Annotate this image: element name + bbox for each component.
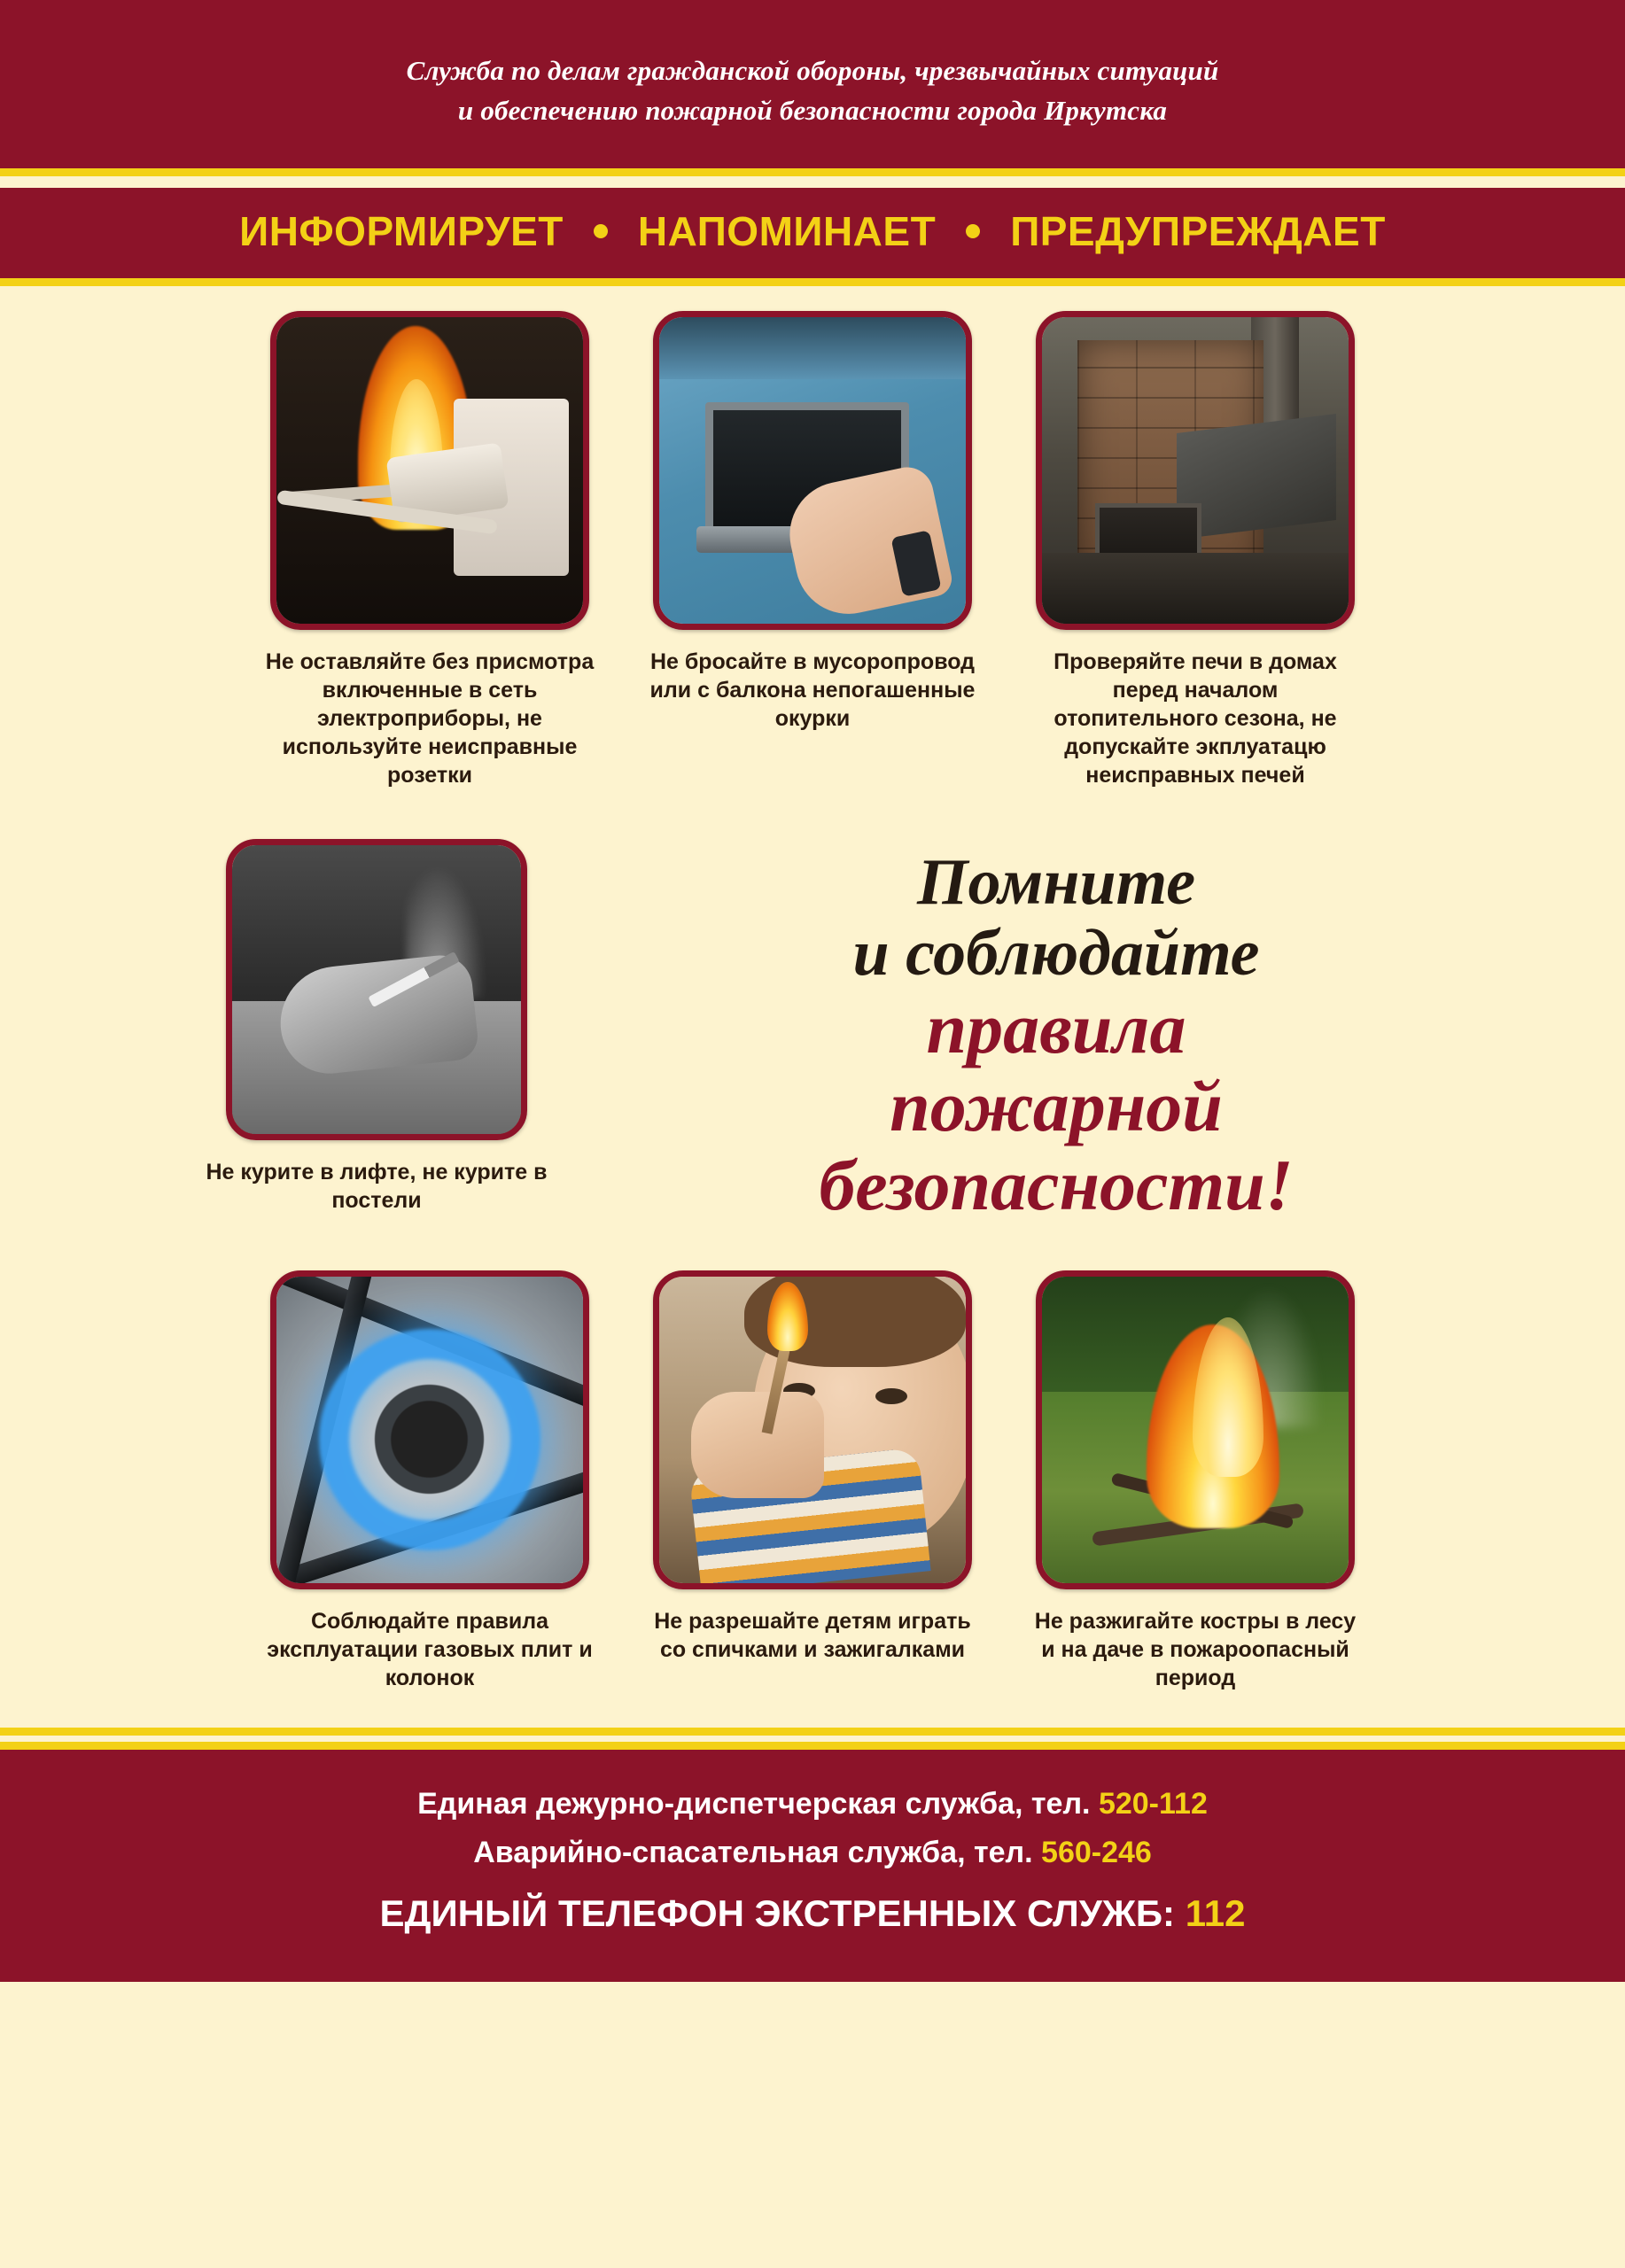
poster-header: [0, 0, 1625, 176]
card-garbage-chute: [644, 311, 981, 789]
gas-burner-icon: [276, 1277, 583, 1583]
smoking-photo-frame: [226, 839, 527, 1140]
header-line-2: и обеспечению пожарной безопасности города Иркутска: [457, 94, 1168, 126]
stove-photo-frame: [1036, 311, 1355, 630]
card-caption: Соблюдайте правила эксплуатации газовых плит и колонок: [267, 1609, 593, 1691]
slogan-block: [567, 839, 1625, 1224]
garbage-chute-photo-frame: [653, 311, 972, 630]
slogan-line-5: безопасности!: [819, 1144, 1294, 1225]
banner-word-informs: ИНФОРМИРУЕТ: [239, 207, 564, 254]
banner-word-warns: ПРЕДУПРЕЖДАЕТ: [1010, 207, 1386, 254]
slogan-line-2: и соблюдайте: [852, 916, 1260, 990]
card-gas-appliances: [261, 1270, 598, 1692]
footer-rescue-label: Аварийно-спасательная служба, тел.: [473, 1835, 1033, 1869]
footer-separator: [0, 1728, 1625, 1750]
card-caption: Проверяйте печи в домах перед началом отопительного сезона, не допускайте экплуатацю неисправных печей: [1054, 649, 1337, 788]
bonfire-photo-frame: [1036, 1270, 1355, 1589]
footer-line-emergency: [0, 1884, 1625, 1943]
footer-rescue-number: 560-246: [1041, 1835, 1152, 1869]
poster-body: [0, 286, 1625, 1692]
old-stove-icon: [1042, 317, 1349, 624]
footer-line-rescue: [0, 1829, 1625, 1876]
card-caption: Не разжигайте костры в лесу и на даче в пожароопасный период: [1034, 1609, 1357, 1691]
child-match-photo-frame: [653, 1270, 972, 1589]
garbage-chute-icon: [659, 317, 966, 624]
card-caption: Не бросайте в мусоропровод или с балкона непогашенные окурки: [649, 649, 976, 731]
banner-band: [0, 183, 1625, 286]
slogan-line-3: правила: [926, 987, 1186, 1068]
footer-emergency-number: 112: [1185, 1892, 1246, 1935]
electrical-outlet-fire-icon: [276, 317, 583, 624]
card-row-1: [0, 311, 1625, 789]
footer-dispatch-label: Единая дежурно-диспетчерская служба, тел.: [417, 1787, 1091, 1821]
poster-footer: [0, 1750, 1625, 1982]
banner-word-reminds: НАПОМИНАЕТ: [637, 207, 937, 254]
footer-emergency-label: ЕДИНЫЙ ТЕЛЕФОН ЭКСТРЕННЫХ СЛУЖБ:: [379, 1892, 1176, 1935]
gas-burner-photo-frame: [270, 1270, 589, 1589]
card-row-3: [0, 1270, 1625, 1692]
slogan-line-1: Помните: [916, 845, 1196, 919]
card-stove-inspection: [1027, 311, 1364, 789]
outlet-fire-photo-frame: [270, 311, 589, 630]
card-caption: Не курите в лифте, не курите в постели: [206, 1159, 548, 1213]
card-caption: Не оставляйте без присмотра включенные в сеть электроприборы, не используйте неисправные розетки: [265, 649, 595, 788]
card-caption: Не разрешайте детям играть со спичками и зажигалками: [654, 1609, 971, 1663]
footer-dispatch-number: 520-112: [1098, 1787, 1208, 1821]
card-children-matches: [644, 1270, 981, 1692]
bullet-dot-icon: [594, 224, 608, 238]
slogan-line-4: пожарной: [890, 1066, 1223, 1147]
child-with-match-icon: [659, 1277, 966, 1583]
card-electrical-appliances: [261, 311, 598, 789]
forest-bonfire-icon: [1042, 1277, 1349, 1583]
card-smoking: [186, 839, 567, 1215]
bullet-dot-icon: [966, 224, 980, 238]
footer-line-dispatch: [0, 1780, 1625, 1828]
card-bonfires: [1027, 1270, 1364, 1692]
card-row-2: [0, 839, 1625, 1224]
smoking-in-bed-icon: [232, 845, 521, 1134]
header-separator: [0, 176, 1625, 183]
header-line-1: Служба по делам гражданской обороны, чрезвычайных ситуаций: [406, 55, 1219, 86]
